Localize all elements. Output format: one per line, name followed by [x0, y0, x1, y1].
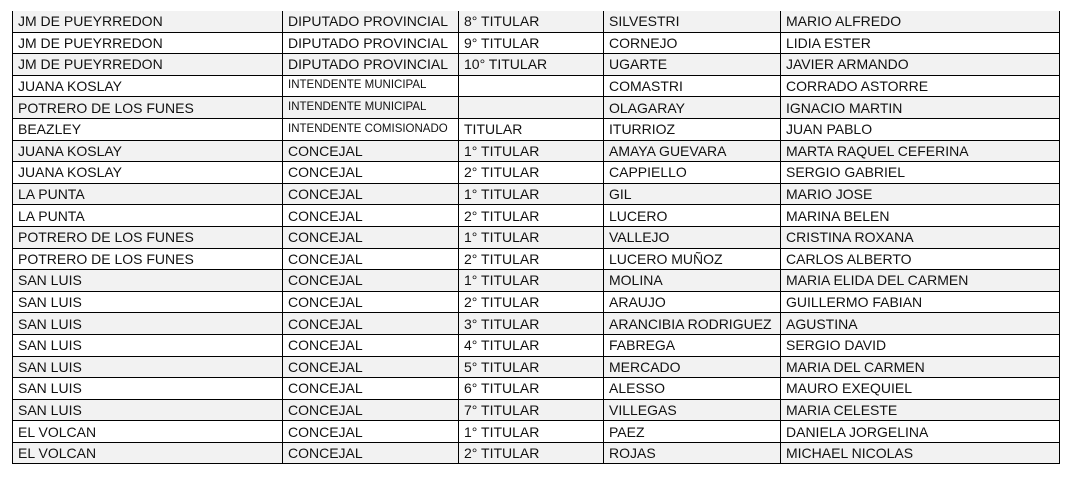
given-names-cell: DANIELA JORGELINA [781, 421, 1060, 443]
surname-cell: ARANCIBIA RODRIGUEZ [604, 313, 781, 335]
given-names-cell: MARIO ALFREDO [781, 11, 1060, 32]
table-row [13, 54, 1060, 76]
locality-cell: JUANA KOSLAY [13, 162, 283, 184]
given-names-cell: JAVIER ARMANDO [781, 54, 1060, 76]
table-row [13, 248, 1060, 270]
table-row [13, 399, 1060, 421]
given-names-cell: MARINA BELEN [781, 205, 1060, 227]
position-cell: 9° TITULAR [459, 32, 604, 54]
surname-cell: VILLEGAS [604, 399, 781, 421]
locality-cell: SAN LUIS [13, 334, 283, 356]
office-cell: CONCEJAL [283, 162, 459, 184]
given-names-cell: SERGIO GABRIEL [781, 162, 1060, 184]
given-names-cell: MARIA CELESTE [781, 399, 1060, 421]
office-cell: INTENDENTE MUNICIPAL [283, 97, 459, 119]
locality-cell: SAN LUIS [13, 291, 283, 313]
position-cell: 1° TITULAR [459, 140, 604, 162]
table-row [13, 442, 1060, 464]
office-cell: CONCEJAL [283, 183, 459, 205]
table-row [13, 118, 1060, 140]
office-cell: CONCEJAL [283, 205, 459, 227]
given-names-cell: JUAN PABLO [781, 118, 1060, 140]
table-row [13, 162, 1060, 184]
position-cell: 6° TITULAR [459, 378, 604, 400]
office-cell: DIPUTADO PROVINCIAL [283, 11, 459, 32]
table-row [13, 421, 1060, 443]
locality-cell: LA PUNTA [13, 183, 283, 205]
table-row [13, 226, 1060, 248]
surname-cell: MERCADO [604, 356, 781, 378]
table-body [13, 11, 1060, 464]
table-row [13, 291, 1060, 313]
surname-cell: ARAUJO [604, 291, 781, 313]
locality-cell: BEAZLEY [13, 118, 283, 140]
position-cell: 2° TITULAR [459, 248, 604, 270]
position-cell: 3° TITULAR [459, 313, 604, 335]
table-row [13, 313, 1060, 335]
office-cell: CONCEJAL [283, 291, 459, 313]
locality-cell: JM DE PUEYRREDON [13, 11, 283, 32]
position-cell: 2° TITULAR [459, 291, 604, 313]
position-cell: 2° TITULAR [459, 442, 604, 464]
table-row [13, 334, 1060, 356]
surname-cell: AMAYA GUEVARA [604, 140, 781, 162]
surname-cell: COMASTRI [604, 75, 781, 97]
office-cell: CONCEJAL [283, 226, 459, 248]
office-cell: DIPUTADO PROVINCIAL [283, 54, 459, 76]
table-row [13, 270, 1060, 292]
surname-cell: OLAGARAY [604, 97, 781, 119]
surname-cell: VALLEJO [604, 226, 781, 248]
office-cell: CONCEJAL [283, 421, 459, 443]
table-row [13, 97, 1060, 119]
table-row [13, 32, 1060, 54]
candidates-table [12, 11, 1060, 464]
position-cell: 4° TITULAR [459, 334, 604, 356]
locality-cell: SAN LUIS [13, 313, 283, 335]
position-cell: 5° TITULAR [459, 356, 604, 378]
office-cell: CONCEJAL [283, 356, 459, 378]
locality-cell: JUANA KOSLAY [13, 140, 283, 162]
surname-cell: CORNEJO [604, 32, 781, 54]
office-cell: CONCEJAL [283, 334, 459, 356]
surname-cell: SILVESTRI [604, 11, 781, 32]
table-row [13, 356, 1060, 378]
position-cell: 2° TITULAR [459, 205, 604, 227]
office-cell: INTENDENTE MUNICIPAL [283, 75, 459, 97]
position-cell: 2° TITULAR [459, 162, 604, 184]
locality-cell: SAN LUIS [13, 399, 283, 421]
locality-cell: JM DE PUEYRREDON [13, 32, 283, 54]
given-names-cell: LIDIA ESTER [781, 32, 1060, 54]
position-cell [459, 75, 604, 97]
given-names-cell: MAURO EXEQUIEL [781, 378, 1060, 400]
office-cell: CONCEJAL [283, 248, 459, 270]
surname-cell: LUCERO MUÑOZ [604, 248, 781, 270]
given-names-cell: MICHAEL NICOLAS [781, 442, 1060, 464]
given-names-cell: MARIA DEL CARMEN [781, 356, 1060, 378]
position-cell: 1° TITULAR [459, 270, 604, 292]
given-names-cell: SERGIO DAVID [781, 334, 1060, 356]
office-cell: CONCEJAL [283, 378, 459, 400]
office-cell: CONCEJAL [283, 270, 459, 292]
locality-cell: EL VOLCAN [13, 442, 283, 464]
locality-cell: SAN LUIS [13, 270, 283, 292]
surname-cell: LUCERO [604, 205, 781, 227]
office-cell: DIPUTADO PROVINCIAL [283, 32, 459, 54]
office-cell: INTENDENTE COMISIONADO [283, 118, 459, 140]
surname-cell: PAEZ [604, 421, 781, 443]
surname-cell: ITURRIOZ [604, 118, 781, 140]
given-names-cell: IGNACIO MARTIN [781, 97, 1060, 119]
position-cell: 7° TITULAR [459, 399, 604, 421]
surname-cell: ROJAS [604, 442, 781, 464]
given-names-cell: MARTA RAQUEL CEFERINA [781, 140, 1060, 162]
table-row [13, 183, 1060, 205]
position-cell: 10° TITULAR [459, 54, 604, 76]
locality-cell: SAN LUIS [13, 378, 283, 400]
office-cell: CONCEJAL [283, 399, 459, 421]
given-names-cell: AGUSTINA [781, 313, 1060, 335]
table-row [13, 140, 1060, 162]
surname-cell: GIL [604, 183, 781, 205]
locality-cell: SAN LUIS [13, 356, 283, 378]
position-cell: 1° TITULAR [459, 226, 604, 248]
office-cell: CONCEJAL [283, 442, 459, 464]
surname-cell: UGARTE [604, 54, 781, 76]
given-names-cell: CARLOS ALBERTO [781, 248, 1060, 270]
surname-cell: ALESSO [604, 378, 781, 400]
locality-cell: JM DE PUEYRREDON [13, 54, 283, 76]
position-cell: 8° TITULAR [459, 11, 604, 32]
locality-cell: POTRERO DE LOS FUNES [13, 97, 283, 119]
table-row [13, 378, 1060, 400]
position-cell [459, 97, 604, 119]
table-row [13, 75, 1060, 97]
given-names-cell: CORRADO ASTORRE [781, 75, 1060, 97]
given-names-cell: MARIA ELIDA DEL CARMEN [781, 270, 1060, 292]
locality-cell: EL VOLCAN [13, 421, 283, 443]
locality-cell: JUANA KOSLAY [13, 75, 283, 97]
given-names-cell: CRISTINA ROXANA [781, 226, 1060, 248]
surname-cell: FABREGA [604, 334, 781, 356]
table-row [13, 205, 1060, 227]
table-row [13, 11, 1060, 32]
surname-cell: MOLINA [604, 270, 781, 292]
locality-cell: LA PUNTA [13, 205, 283, 227]
surname-cell: CAPPIELLO [604, 162, 781, 184]
given-names-cell: GUILLERMO FABIAN [781, 291, 1060, 313]
position-cell: 1° TITULAR [459, 421, 604, 443]
office-cell: CONCEJAL [283, 140, 459, 162]
locality-cell: POTRERO DE LOS FUNES [13, 226, 283, 248]
given-names-cell: MARIO JOSE [781, 183, 1060, 205]
office-cell: CONCEJAL [283, 313, 459, 335]
locality-cell: POTRERO DE LOS FUNES [13, 248, 283, 270]
position-cell: TITULAR [459, 118, 604, 140]
position-cell: 1° TITULAR [459, 183, 604, 205]
